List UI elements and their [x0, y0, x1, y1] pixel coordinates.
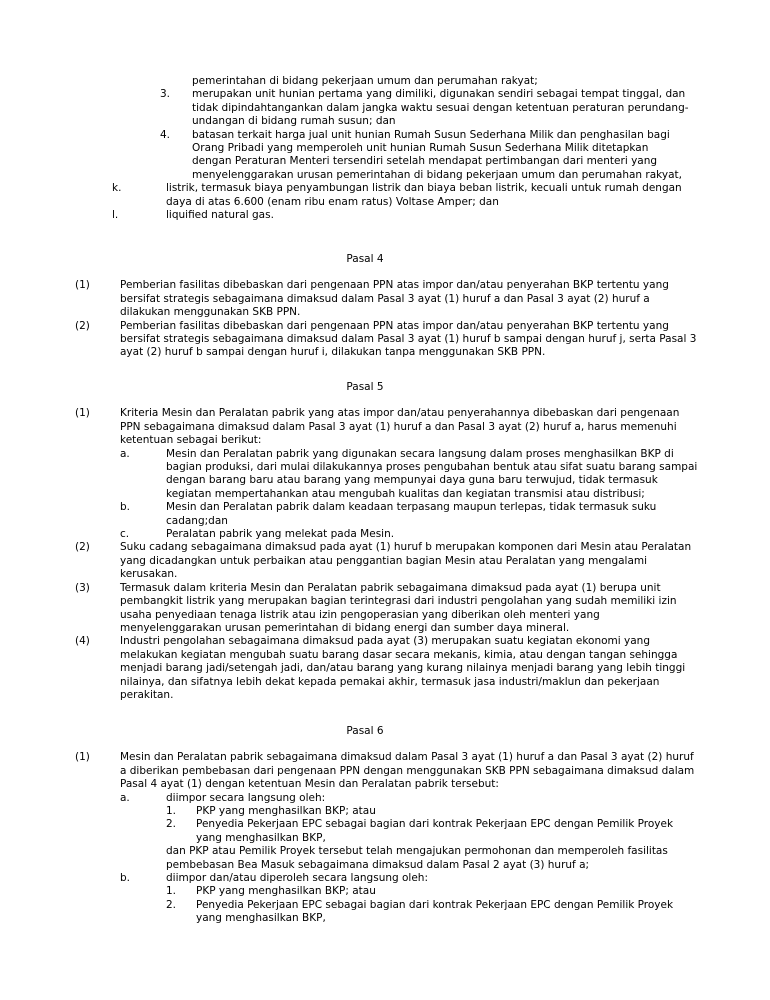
item-body: [120, 751, 700, 925]
pasal-5-heading: Pasal 5: [346, 381, 384, 393]
item-marker: (1): [75, 279, 90, 292]
article-item: [75, 582, 770, 636]
item-text: Mesin dan Peralatan pabrik yang digunakan secara langsung dalam proses menghasilkan BKP di bagian produksi, dari mulai dilakukannya proses pengubahan bentuk atau sifat suatu barang sampai dengan barang baru atau barang yang mempunyai daya guna baru terwujud, tidak termasuk kegiatan mempertahankan atau mengubah kualitas dan kegiatan transmisi atau distribusi;: [166, 447, 698, 500]
item-marker: (2): [75, 541, 90, 554]
item-marker: c.: [120, 528, 130, 541]
item-marker: b.: [120, 872, 131, 885]
item-body: [120, 407, 700, 541]
article-item: [75, 751, 770, 925]
item-marker: l.: [112, 209, 119, 222]
item-text: Pemberian fasilitas dibebaskan dari pengenaan PPN atas impor dan/atau penyerahan BKP tertentu yang bersifat strategis sebagaimana dimaksud dalam Pasal 3 ayat (1) huruf a dan Pasal 3 ayat (2) huruf a dilakukan menggunakan SKB PPN.: [120, 279, 669, 319]
section-pasal-4: [0, 253, 770, 360]
item-marker: 2.: [166, 898, 177, 911]
article-item: [75, 279, 770, 319]
item-text: listrik, termasuk biaya penyambungan listrik dan biaya beban listrik, kecuali untuk rumah dengan daya di atas 6.600 (enam ribu enam ratus) Voltase Amper; dan: [166, 182, 682, 208]
item-marker: b.: [120, 501, 131, 514]
item-text: Suku cadang sebagaimana dimaksud pada ayat (1) huruf b merupakan komponen dari Mesin atau Peralatan yang dicadangkan untuk perbaikan atau penggantian bagian Mesin atau Peralatan yang mengalami kerusakan.: [120, 541, 692, 581]
item-text: diimpor secara langsung oleh:: [166, 791, 326, 804]
article-item: [75, 320, 770, 360]
item-marker: 4.: [160, 128, 171, 141]
pasal-6-heading: Pasal 6: [346, 725, 384, 737]
item-marker: 1.: [166, 885, 177, 898]
sub-list-item: [120, 792, 700, 872]
item-marker: (3): [75, 581, 90, 594]
item-marker: (1): [75, 751, 90, 764]
item-marker: (4): [75, 635, 90, 648]
sub-list-item: [120, 501, 700, 528]
continuation-paragraph: dan PKP atau Pemilik Proyek tersebut telah mengajukan permohonan dan memperoleh fasilitas pembebasan Bea Masuk sebagaimana dimaksud dalam Pasal 2 ayat (3) huruf a;: [166, 845, 668, 871]
item-marker: (2): [75, 319, 90, 332]
item-marker: a.: [120, 447, 130, 460]
continuation-paragraph: pemerintahan di bidang pekerjaan umum dan perumahan rakyat;: [192, 75, 538, 87]
item-marker: 3.: [160, 88, 171, 101]
section-pasal-6: [0, 725, 770, 926]
item-text: PKP yang menghasilkan BKP; atau: [196, 805, 376, 818]
item-marker: a.: [120, 791, 130, 804]
item-marker: 1.: [166, 805, 177, 818]
item-text: Peralatan pabrik yang melekat pada Mesin.: [166, 528, 395, 541]
item-text: Mesin dan Peralatan pabrik sebagaimana dimaksud dalam Pasal 3 ayat (1) huruf a dan Pasal 3 ayat (2) huruf a diberikan pembebasan dari pengenaan PPN dengan menggunakan SKB PPN sebagaimana dimaksud dalam Pasal 4 ayat (1) dengan ketentuan Mesin dan Peralatan pabrik tersebut:: [120, 751, 695, 791]
item-text: Termasuk dalam kriteria Mesin dan Peralatan pabrik sebagaimana dimaksud pada ayat (1) berupa unit pembangkit listrik yang merupakan bagian terintegrasi dari industri pengolahan yang sudah memiliki izin usaha penyediaan tenaga listrik atau izin pengoperasian yang diberikan oleh menteri yang menyelenggarakan urusan pemerintahan di bidang energi dan sumber daya mineral.: [120, 581, 677, 634]
section-continuation: [0, 75, 770, 222]
item-text: liquified natural gas.: [166, 209, 274, 222]
item-text: Mesin dan Peralatan pabrik dalam keadaan terpasang maupun terlepas, tidak termasuk suku cadang;dan: [166, 501, 657, 527]
section-pasal-5: [0, 381, 770, 702]
article-item: [75, 541, 770, 581]
sub-list-item: [120, 528, 700, 541]
item-text: Penyedia Pekerjaan EPC sebagai bagian dari kontrak Pekerjaan EPC dengan Pemilik Proyek yang menghasilkan BKP,: [196, 898, 674, 925]
sub-list-item: [120, 872, 700, 926]
article-item: [75, 635, 770, 702]
item-text: Kriteria Mesin dan Peralatan pabrik yang atas impor dan/atau penyerahannya dibebaskan dari pengenaan PPN sebagaimana dimaksud dalam Pasal 3 ayat (1) huruf a dan Pasal 3 ayat (2) huruf a, harus memenuhi ketentuan sebagai berikut:: [120, 407, 680, 447]
sub-list-item: [166, 899, 700, 926]
sub-list-item: [166, 818, 700, 845]
sub-list-item: [166, 885, 700, 898]
item-text: PKP yang menghasilkan BKP; atau: [196, 885, 376, 898]
list-item: [112, 182, 770, 209]
item-text: Pemberian fasilitas dibebaskan dari pengenaan PPN atas impor dan/atau penyerahan BKP tertentu yang bersifat strategis sebagaimana dimaksud dalam Pasal 3 ayat (1) huruf b sampai dengan huruf j, serta Pasal 3 ayat (2) huruf b sampai dengan huruf i, dilakukan tanpa menggunakan SKB PPN.: [120, 319, 697, 359]
pasal-4-heading: Pasal 4: [346, 253, 384, 265]
sub-list-item: [166, 805, 700, 818]
item-text: Penyedia Pekerjaan EPC sebagai bagian dari kontrak Pekerjaan EPC dengan Pemilik Proyek yang menghasilkan BKP,: [196, 818, 674, 844]
item-text: batasan terkait harga jual unit hunian Rumah Susun Sederhana Milik dan penghasilan bagi Orang Pribadi yang memperoleh unit hunian Rumah Susun Sederhana Milik ditetapkan dengan Peraturan Menteri tersendiri setelah mendapat pertimbangan dari menteri yang menyelenggarakan urusan pemerintahan di bidang pekerjaan umum dan perumahan rakyat,: [192, 128, 682, 181]
item-body: [166, 872, 700, 926]
item-text: merupakan unit hunian pertama yang dimiliki, digunakan sendiri sebagai tempat tinggal, dan tidak dipindahtangankan dalam jangka waktu sesuai dengan ketentuan peraturan perundang-undangan di bidang rumah susun; dan: [192, 88, 689, 128]
item-text: Industri pengolahan sebagaimana dimaksud pada ayat (3) merupakan suatu kegiatan ekonomi yang melakukan kegiatan mengubah suatu barang dasar secara mekanis, kimia, atau dengan tangan sehingga menjadi barang jadi/setengah jadi, dan/atau barang yang kurang nilainya menjadi barang yang lebih tinggi nilainya, dan sifatnya lebih dekat kepada pemakai akhir, termasuk jasa industri/maklun dan pekerjaan perakitan.: [120, 635, 686, 701]
item-text: diimpor dan/atau diperoleh secara langsung oleh:: [166, 872, 429, 885]
item-marker: 2.: [166, 818, 177, 831]
sub-list-item: [120, 448, 700, 502]
item-marker: (1): [75, 407, 90, 420]
item-body: [166, 792, 700, 872]
article-item: [75, 407, 770, 541]
list-item: [160, 129, 770, 183]
list-item: [112, 209, 770, 222]
item-marker: k.: [112, 182, 122, 195]
list-item: [160, 88, 770, 128]
